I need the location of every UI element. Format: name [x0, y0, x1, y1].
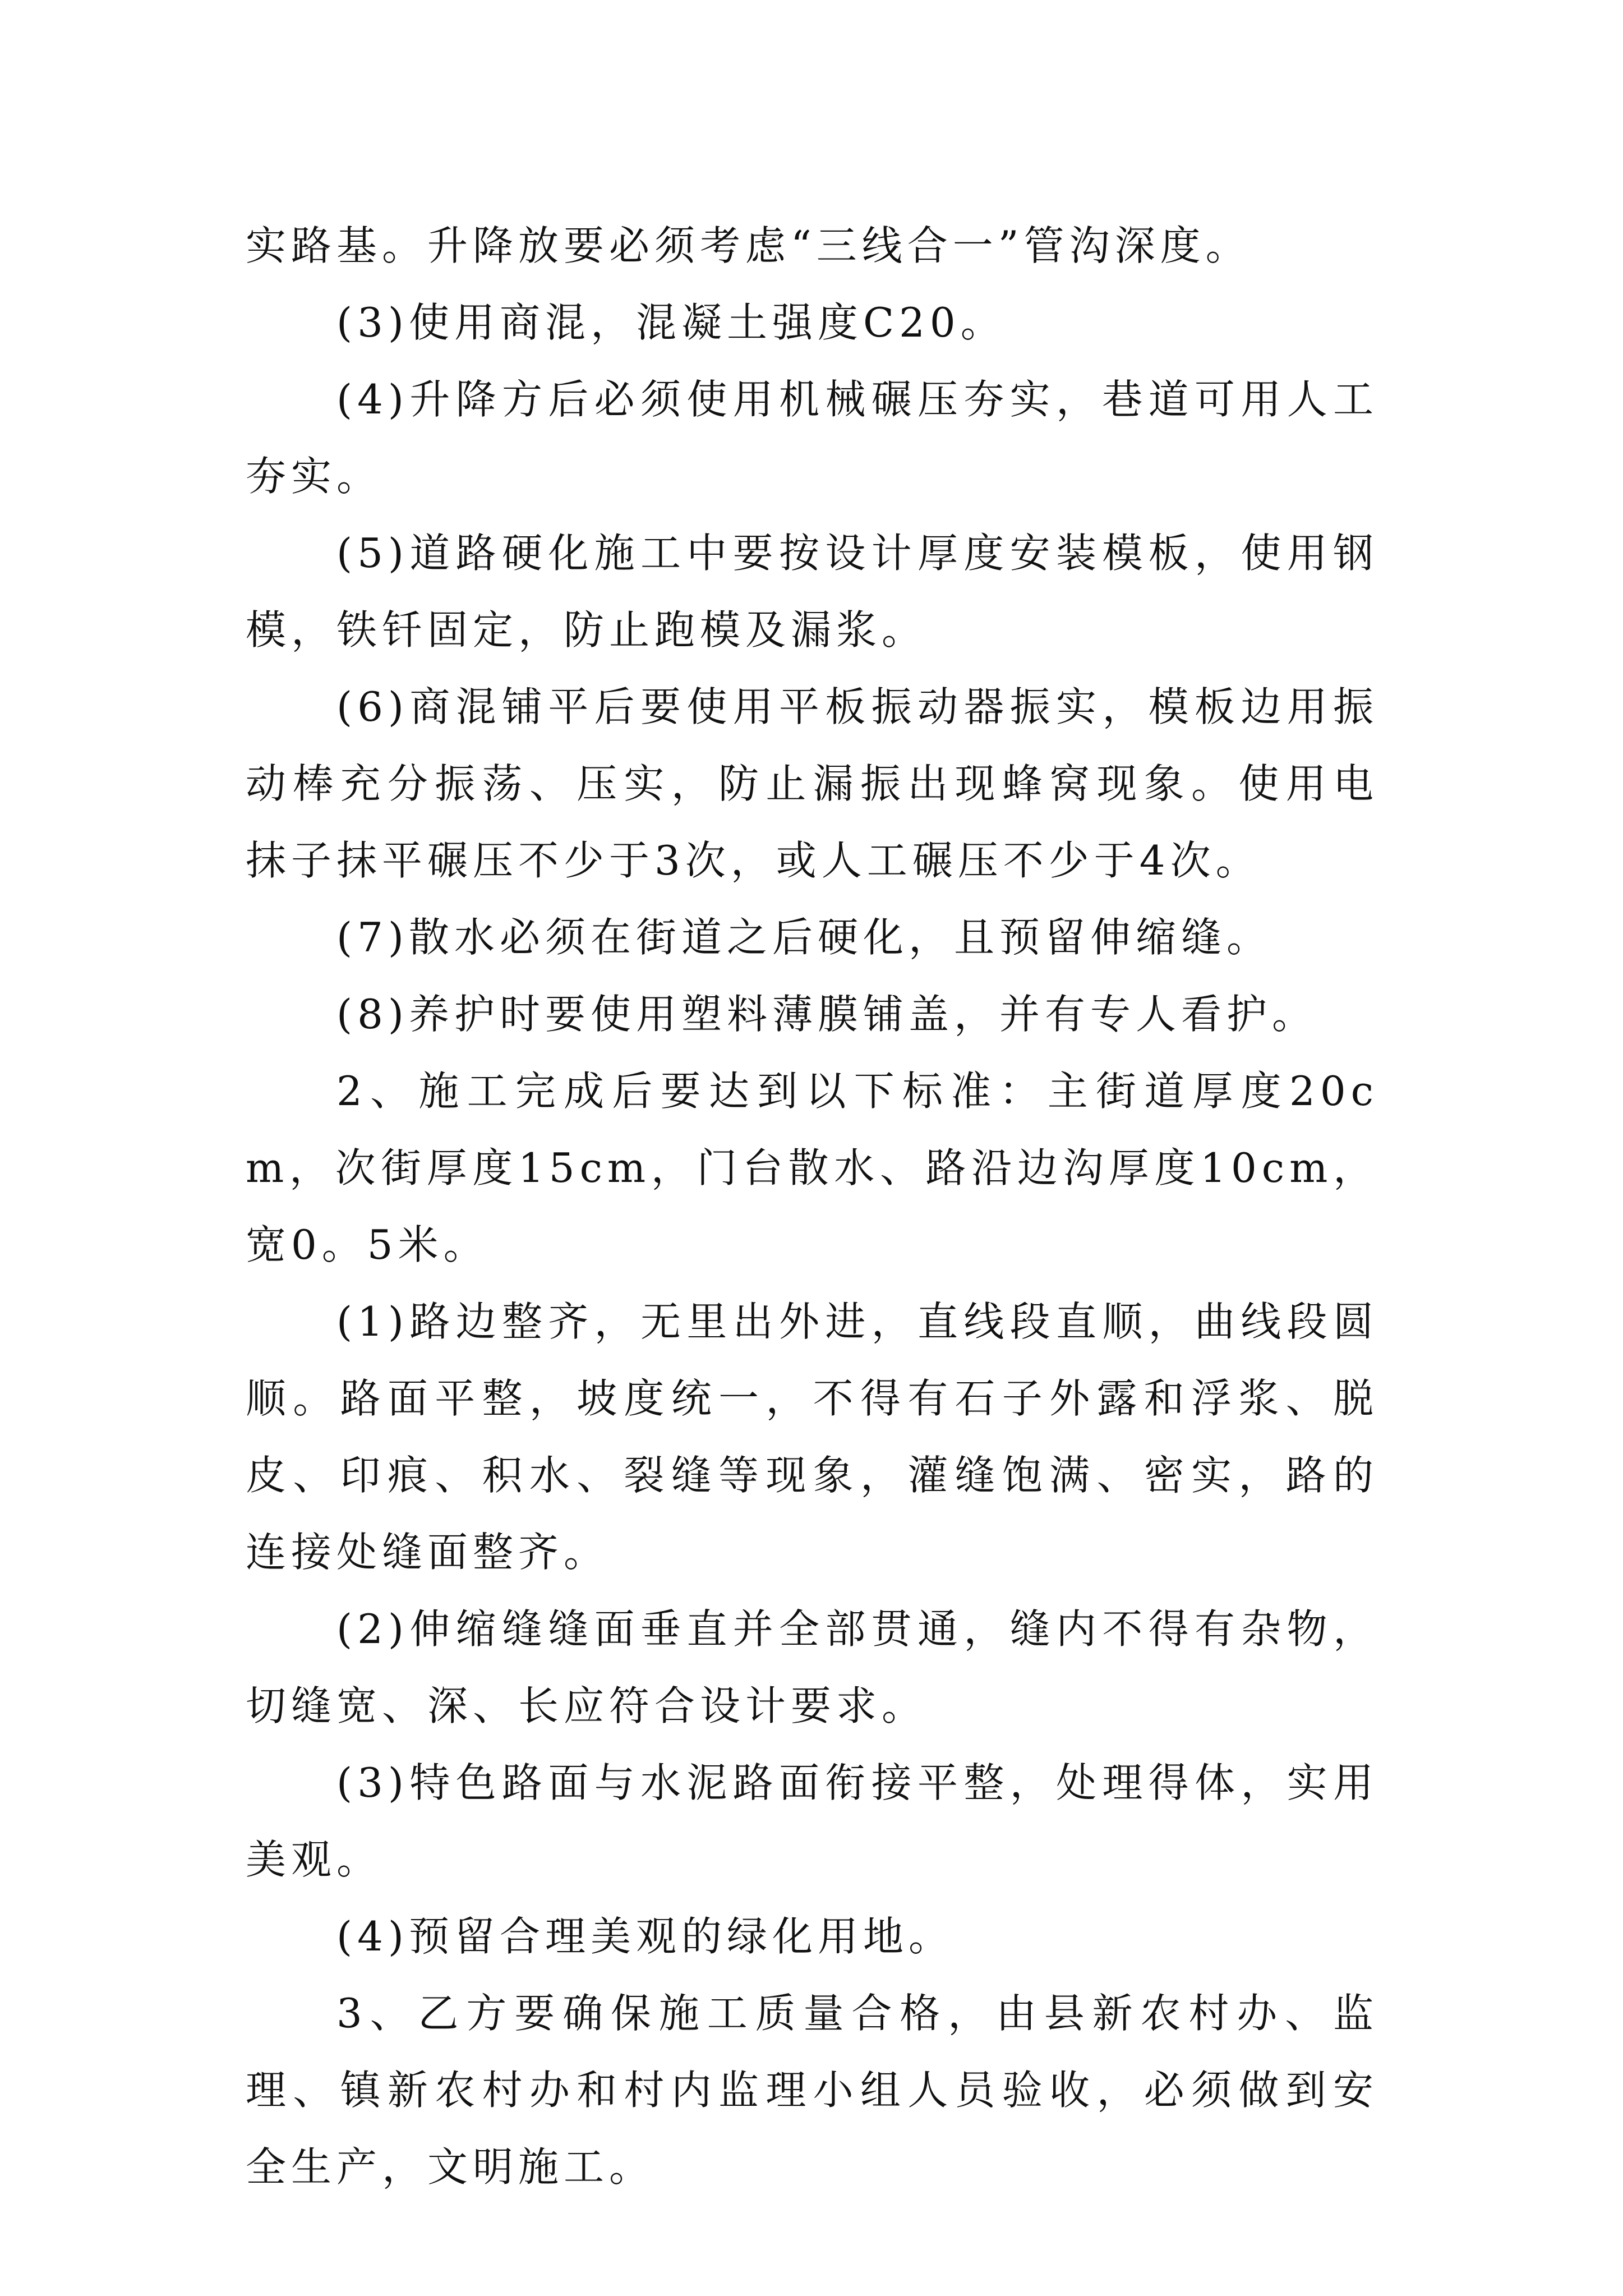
paragraph-item-6: (6)商混铺平后要使用平板振动器振实，模板边用振动棒充分振荡、压实，防止漏振出现蜂窝现象。使用电抹子抹平碾压不少于3次，或人工碾压不少于4次。 [246, 683, 1378, 884]
paragraph-item-7: (7)散水必须在街道之后硬化，且预留伸缩缝。 [336, 914, 1272, 961]
document-body [246, 208, 1378, 2206]
paragraph-continued: 实路基。升降放要必须考虑“三线合一”管沟深度。 [246, 222, 1251, 269]
paragraph-item-4: (4)升降方后必须使用机械碾压夯实，巷道可用人工夯实。 [246, 376, 1378, 500]
paragraph-section-2: 2、施工完成后要达到以下标准：主街道厚度20cm，次街厚度15cm，门台散水、路沿边沟厚度10cm，宽0。5米。 [246, 1068, 1378, 1268]
paragraph-standard-4: (4)预留合理美观的绿化用地。 [336, 1913, 954, 1960]
paragraph-item-3: (3)使用商混，混凝土强度C20。 [336, 299, 1006, 346]
paragraph-item-8: (8)养护时要使用塑料薄膜铺盖，并有专人看护。 [336, 991, 1317, 1038]
paragraph-section-3: 3、乙方要确保施工质量合格，由县新农村办、监理、镇新农村办和村内监理小组人员验收，必须做到安全生产，文明施工。 [246, 1990, 1378, 2191]
paragraph-standard-1: (1)路边整齐，无里出外进，直线段直顺，曲线段圆顺。路面平整，坡度统一，不得有石子外露和浮浆、脱皮、印痕、积水、裂缝等现象，灌缝饱满、密实，路的连接处缝面整齐。 [246, 1298, 1378, 1576]
paragraph-standard-2: (2)伸缩缝缝面垂直并全部贯通，缝内不得有杂物，切缝宽、深、长应符合设计要求。 [246, 1605, 1378, 1729]
paragraph-item-5: (5)道路硬化施工中要按设计厚度安装模板，使用钢模，铁钎固定，防止跑模及漏浆。 [246, 530, 1378, 654]
paragraph-standard-3: (3)特色路面与水泥路面衔接平整，处理得体，实用美观。 [246, 1759, 1378, 1883]
